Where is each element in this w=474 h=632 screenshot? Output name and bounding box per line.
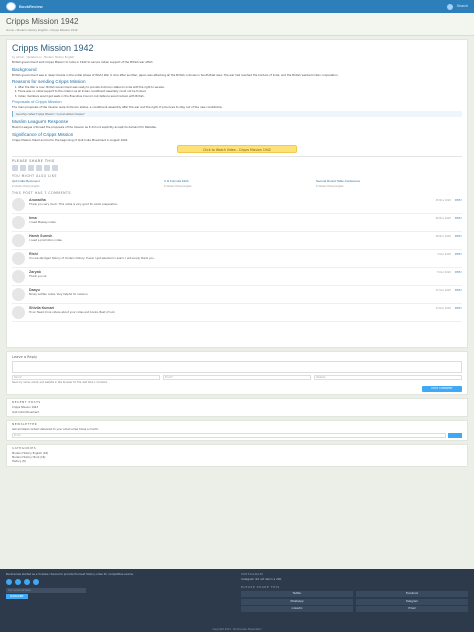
- recent-posts-widget: [6, 398, 468, 417]
- comment-date: 26 Nov 2020: [435, 217, 451, 221]
- comment: [12, 250, 462, 268]
- comment-header: [29, 216, 462, 221]
- comment-body: [29, 270, 462, 283]
- email-field[interactable]: Email*: [163, 375, 311, 380]
- related-post-category: In Modern History English: [164, 184, 192, 188]
- comment-date: 13 Dec 2020: [435, 307, 451, 311]
- reply-link[interactable]: REPLY: [454, 307, 462, 311]
- section-heading-background: Background: [12, 66, 37, 72]
- whatsapp-icon[interactable]: [28, 165, 34, 171]
- comment-list: [12, 196, 462, 322]
- section-heading-reactions: Muslim League's Response: [12, 119, 69, 125]
- comment-text: Hi sir. Need more videos about your notes and books. Best of luck.: [29, 311, 116, 315]
- site-footer: [0, 569, 474, 632]
- linkedin-icon[interactable]: [44, 165, 50, 171]
- footer-share-grid: [241, 591, 468, 612]
- reply-link[interactable]: REPLY: [454, 271, 462, 275]
- twitter-icon[interactable]: [6, 579, 12, 585]
- avatar: [12, 288, 25, 301]
- reply-input-row: [12, 375, 462, 380]
- comment-body: [29, 198, 462, 211]
- widget-title: CATEGORIES: [12, 445, 37, 450]
- comments-label: THIS POST HAS 7 COMMENTS: [12, 191, 71, 196]
- copyright: Copyright 2021 - Bookreview Preparation: [212, 627, 262, 631]
- comment: [12, 304, 462, 322]
- avatar: [12, 234, 25, 247]
- widget-title: NEWSLETTER: [12, 421, 38, 426]
- footer-social-icons: [6, 579, 233, 585]
- comment-text: I need a promotion notes.: [29, 239, 63, 243]
- newsletter-email-input[interactable]: Email: [12, 433, 446, 438]
- comment-author: Shivila Kumari: [29, 306, 54, 311]
- instagram-error-text: Instagram did not return a 200.: [241, 578, 282, 582]
- comment-text: Nicely written notes. Very helpful for revision.: [29, 293, 89, 297]
- related-post-title: C R Formula 1944: [164, 179, 189, 183]
- avatar: [12, 252, 25, 265]
- share-button[interactable]: Facebook: [356, 591, 468, 597]
- reply-link[interactable]: REPLY: [454, 199, 462, 203]
- newsletter-widget: [6, 420, 468, 441]
- list-item: 2. There was no initial support to the mission as all Indian constituent assembly could not be formed.: [18, 90, 462, 93]
- background-paragraph: British government was in deep trouble in the initial phase of World War II. One after another, Japan was attacking all the British colonies in South-East Asia. The war had reached the borders of India, and the British wanted Indian cooperation.: [12, 72, 339, 77]
- name-field[interactable]: Name*: [12, 375, 160, 380]
- search-link[interactable]: Search: [456, 4, 468, 9]
- reactions-paragraph: Muslim League criticised the proposals of the mission as it did not explicitly accept its demand for Pakistan.: [12, 125, 158, 130]
- watch-video-button[interactable]: Click to Watch Video - Cripps Mission 1942: [177, 145, 297, 153]
- reply-link[interactable]: REPLY: [454, 289, 462, 293]
- reply-link[interactable]: REPLY: [454, 217, 462, 221]
- avatar: [12, 306, 25, 319]
- related-posts: [12, 180, 462, 188]
- share-button[interactable]: Email: [356, 606, 468, 612]
- comment: [12, 214, 462, 232]
- list-item: 1. After the War is over, British Government was ready to provide dominion status to India with the right to secede.: [18, 86, 462, 89]
- reasons-list: [18, 86, 462, 98]
- section-heading-significance: Significance of Cripps Mission: [12, 131, 74, 137]
- comment-text: Thank you sir.: [29, 275, 48, 279]
- share-label: PLEASE SHARE THIS: [12, 159, 55, 164]
- intro-paragraph: British government sent Cripps Mission to India in 1942 to secure Indian support of the British war effort.: [12, 60, 154, 65]
- significance-paragraph: Cripps Mission failed and led to the beginning of Quit India Movement in August 1942.: [12, 137, 129, 142]
- comment-body: [29, 288, 462, 301]
- footer-email-input[interactable]: Your email address: [6, 588, 86, 593]
- breadcrumb[interactable]: Home › Modern History English › Cripps Mission 1942: [6, 28, 78, 33]
- share-button[interactable]: Telegram: [356, 599, 468, 605]
- comment-date: 11 Dec 2020: [435, 289, 451, 293]
- footer-newsletter: [6, 588, 233, 599]
- category-link[interactable]: History (8): [12, 460, 26, 464]
- telegram-icon[interactable]: [36, 165, 42, 171]
- footer-heading: INSTAGRAM: [241, 572, 264, 576]
- comment-date: 3 Dec 2020: [437, 253, 451, 257]
- site-logo[interactable]: [6, 2, 43, 11]
- comment-author: Rishi: [29, 252, 38, 257]
- post-title: Cripps Mission 1942: [12, 43, 94, 54]
- twitter-icon[interactable]: [12, 165, 18, 171]
- comment-body: [29, 216, 462, 229]
- comment-body: [29, 306, 462, 319]
- post-meta: by admin · Updated on · Modern History English: [12, 55, 75, 59]
- comment-date: 25 Nov 2020: [435, 199, 451, 203]
- category-link[interactable]: Modern History English (18): [12, 451, 49, 455]
- email-icon[interactable]: [52, 165, 58, 171]
- newsletter-row: [12, 433, 462, 438]
- reply-form-title: Leave a Reply: [12, 355, 38, 360]
- comment-text: Thank you very much. This notes is very good for exam preparation.: [29, 203, 119, 207]
- article: [6, 39, 468, 348]
- comment-text: I need Plassey notes.: [29, 221, 57, 225]
- related-post-title: Second Round Table Conference: [316, 179, 361, 183]
- newsletter-submit-button[interactable]: [448, 433, 462, 438]
- footer-about-text: Bookreview started as a Youtube channel to provide the best history notes for competitive exams.: [6, 573, 134, 576]
- comment: [12, 286, 462, 304]
- categories-widget: [6, 444, 468, 467]
- share-button[interactable]: WhatsApp: [241, 599, 353, 605]
- recent-post-link[interactable]: Quit India Movement: [12, 410, 40, 414]
- avatar: [12, 270, 25, 283]
- footer-instagram: [241, 573, 468, 628]
- widget-title: RECENT POSTS: [12, 400, 41, 405]
- website-field[interactable]: Website: [314, 375, 462, 380]
- related-post-category: In Modern History English: [316, 184, 344, 188]
- avatar: [12, 216, 25, 229]
- footer-heading: PLEASE SHARE THIS: [241, 585, 280, 590]
- page-header: [0, 13, 474, 36]
- share-button[interactable]: Twitter: [241, 591, 353, 597]
- logo-icon: [6, 2, 16, 11]
- comment-date: 5 Dec 2020: [437, 271, 451, 275]
- comment-author: Irma: [29, 216, 37, 221]
- related-post[interactable]: [316, 180, 462, 188]
- share-icons: [12, 165, 462, 171]
- comment-author: Harsh Suresh: [29, 234, 53, 239]
- comment: [12, 196, 462, 214]
- post-comment-button[interactable]: POST COMMENT: [422, 386, 462, 392]
- comment-author: Zaryab: [29, 270, 41, 275]
- logo-text: BookReview: [19, 3, 43, 9]
- comment-body: [29, 252, 462, 265]
- topbar-actions: [447, 4, 468, 10]
- share-button[interactable]: LinkedIn: [241, 606, 353, 612]
- comment: [12, 268, 462, 286]
- quote-block: Gandhiji called Cripps Mission "A post-dated cheque": [12, 111, 462, 117]
- related-post-title: Quit India Movement: [12, 179, 40, 183]
- reply-link[interactable]: REPLY: [454, 235, 462, 239]
- facebook-icon[interactable]: [20, 165, 26, 171]
- comment-author: Anuradha: [29, 198, 46, 203]
- reply-form: [6, 351, 468, 395]
- related-posts-label: YOU MIGHT ALSO LIKE: [12, 174, 57, 179]
- youtube-icon[interactable]: [24, 579, 30, 585]
- subscribe-button[interactable]: SUBSCRIBE: [6, 594, 28, 599]
- comment-header: [29, 270, 462, 275]
- list-item: 3. Indian members would get seats in the Executive Council, but defence would remain with British.: [18, 95, 462, 98]
- facebook-icon[interactable]: [15, 579, 21, 585]
- proposals-paragraph: The main proposals of the mission were dominion status, a constituent assembly after the war and the right of provinces to stay out of the new constitution.: [12, 104, 224, 109]
- comment-header: [29, 234, 462, 239]
- related-post-category: In Modern History English: [12, 184, 40, 188]
- comment-date: 28 Nov 2020: [435, 235, 451, 239]
- recent-post-link[interactable]: Cripps Mission 1942: [12, 406, 39, 410]
- avatar: [12, 198, 25, 211]
- comment-textarea[interactable]: [12, 361, 462, 373]
- comment-text: You are abridged history of modern history. If ever I get selected in exam, I will surely thank you.: [29, 257, 155, 261]
- related-post[interactable]: [164, 180, 310, 188]
- comment: [12, 232, 462, 250]
- reply-link[interactable]: REPLY: [454, 253, 462, 257]
- category-link[interactable]: Modern History Hindi (16): [12, 455, 46, 459]
- section-heading-reasons: Reasons for sending Cripps Mission: [12, 79, 86, 85]
- instagram-icon[interactable]: [33, 579, 39, 585]
- footer-about: [6, 573, 233, 628]
- comment-author: Daayu: [29, 288, 40, 293]
- search-icon[interactable]: [447, 4, 453, 10]
- top-navigation-bar: [0, 0, 474, 13]
- page-title: Cripps Mission 1942: [6, 17, 79, 26]
- related-post[interactable]: [12, 180, 158, 188]
- comment-body: [29, 234, 462, 247]
- newsletter-text: Get all latest content delivered to your email a few times a month.: [12, 427, 99, 431]
- share-section: [12, 156, 462, 171]
- comment-header: [29, 288, 462, 293]
- section-heading-proposals: Proposals of Cripps Mission: [12, 99, 62, 105]
- save-info-checkbox-label[interactable]: Save my name, email, and website in this browser for the next time I comment.: [12, 381, 108, 385]
